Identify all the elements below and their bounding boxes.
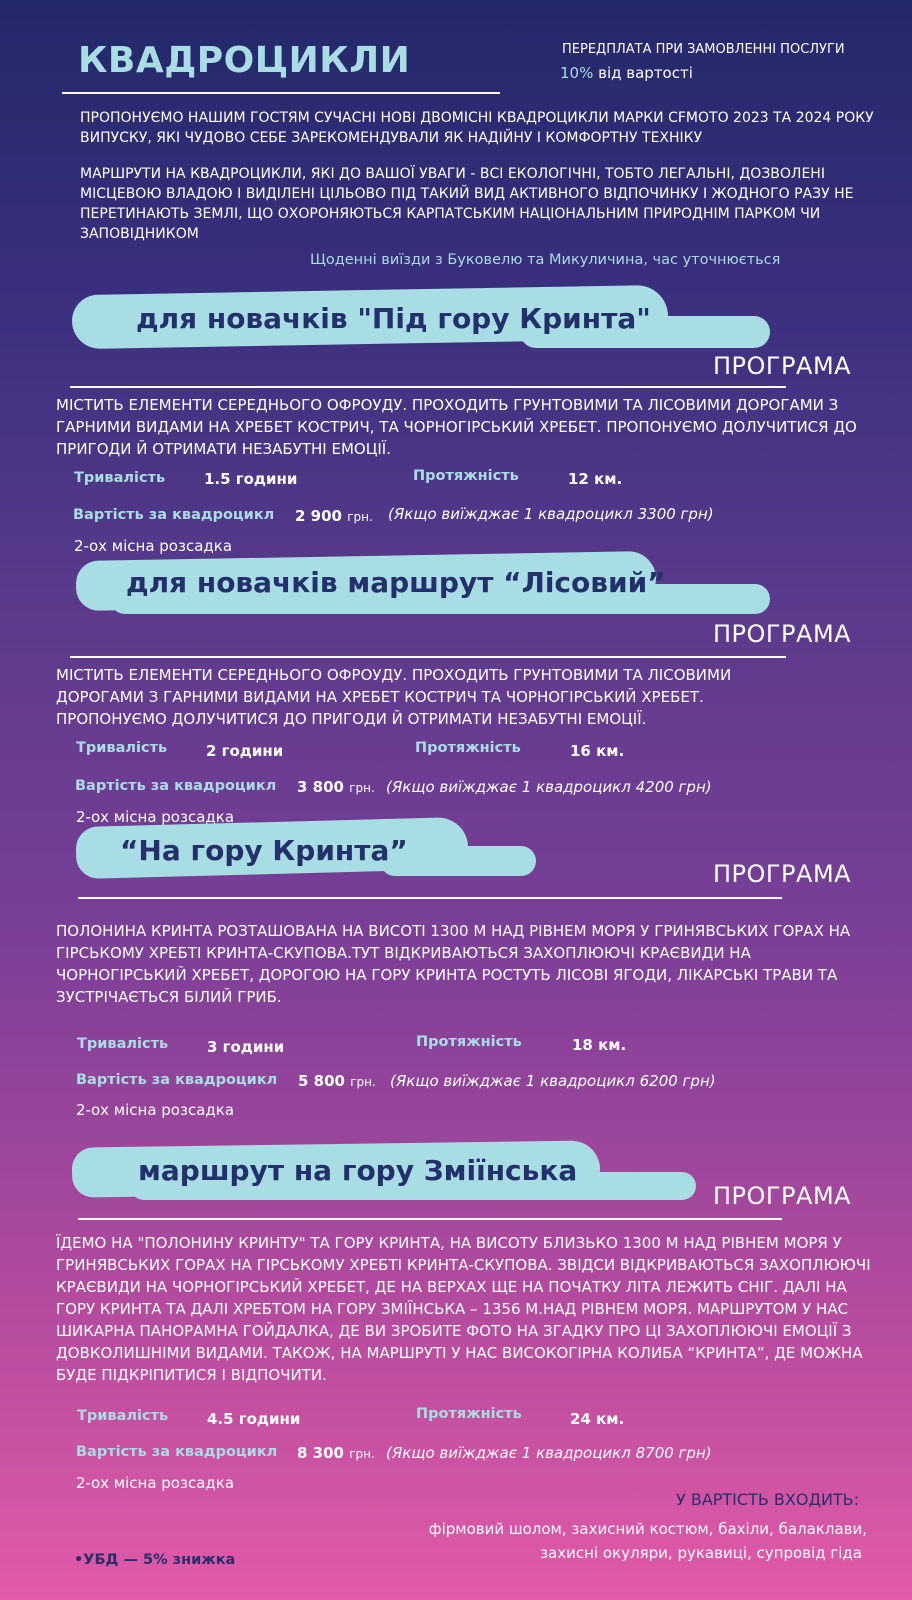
route-title: маршрут на гору Зміїнська (138, 1154, 578, 1187)
duration-value: 3 години (207, 1038, 285, 1056)
section-divider (78, 897, 782, 899)
program-label: ПРОГРАМА (713, 860, 852, 888)
duration-label: Тривалість (77, 1036, 169, 1052)
price-value (297, 1444, 375, 1462)
currency: грн. (350, 1075, 376, 1089)
seating-note: 2-ох місна розсадка (74, 537, 233, 555)
seating-note: 2-ох місна розсадка (76, 808, 235, 826)
route-title: “На гору Кринта” (120, 834, 408, 867)
single-quad-note: (Якщо виїжджає 1 квадроцикл 8700 грн) (386, 1444, 712, 1462)
price-amount: 2 900 (295, 507, 342, 525)
intro-paragraph-2: МАРШРУТИ НА КВАДРОЦИКЛИ, ЯКІ ДО ВАШОЇ УВАГИ - ВСІ ЕКОЛОГІЧНІ, ТОБТО ЛЕГАЛЬНІ, ДОЗВОЛЕНІ МІСЦЕВОЮ ВЛАДОЮ І ВИДІЛЕНІ ЦІЛЬОВО ПІД ТАКИЙ ВИД АКТИВНОГО ВІДПОЧИНКУ І ЖОДНОГО РАЗУ НЕ ПЕРЕТИНАЮТЬ ЗЕМЛІ, ЩО ОХОРОНЯЮТЬСЯ КАРПАТСЬКИМ НАЦІОНАЛЬНИМ ПРИРОДНІМ ПАРКОМ ЧИ ЗАПОВІДНИКОМ (80, 166, 854, 242)
program-label: ПРОГРАМА (713, 352, 852, 380)
single-quad-note: (Якщо виїжджає 1 квадроцикл 4200 грн) (386, 778, 712, 796)
price-label: Вартість за квадроцикл (76, 1444, 278, 1460)
program-label: ПРОГРАМА (713, 1182, 852, 1210)
seating-note: 2-ох місна розсадка (76, 1474, 235, 1492)
distance-label: Протяжність (416, 1034, 522, 1050)
single-quad-note: (Якщо виїжджає 1 квадроцикл 3300 грн) (388, 505, 714, 523)
veteran-discount: •УБД — 5% знижка (74, 1552, 236, 1568)
included-line-2: захисні окуляри, рукавиці, супровід гіда (540, 1544, 862, 1562)
duration-label: Тривалість (77, 1408, 169, 1424)
distance-value: 24 км. (570, 1410, 625, 1428)
single-quad-note: (Якщо виїжджає 1 квадроцикл 6200 грн) (390, 1072, 716, 1090)
price-value (298, 1072, 376, 1090)
currency: грн. (347, 510, 373, 524)
prepay-rest: від вартості (593, 64, 693, 82)
price-value (295, 507, 373, 525)
program-label: ПРОГРАМА (713, 620, 852, 648)
currency: грн. (349, 1447, 375, 1461)
section-divider (78, 1218, 782, 1220)
price-value (297, 778, 375, 796)
prepay-percent-line (560, 64, 693, 82)
price-label: Вартість за квадроцикл (76, 1072, 278, 1088)
section-divider (70, 386, 786, 388)
duration-value: 2 години (206, 742, 284, 760)
distance-label: Протяжність (416, 1406, 522, 1422)
duration-label: Тривалість (74, 470, 166, 486)
distance-value: 16 км. (570, 742, 625, 760)
route-description: МІСТИТЬ ЕЛЕМЕНТИ СЕРЕДНЬОГО ОФРОУДУ. ПРОХОДИТЬ ГРУНТОВИМИ ТА ЛІСОВИМИ ДОРОГАМИ З ГАРНИМИ ВИДАМИ НА ХРЕБЕТ КОСТРИЧ ТА ЧОРНОГІРСЬКИЙ ХРЕБЕТ. ПРОПОНУЄМО ДОЛУЧИТИСЯ ДО ПРИГОДИ Й ОТРИМАТИ НЕЗАБУТНІ ЕМОЦІЇ. (56, 666, 732, 728)
duration-label: Тривалість (76, 740, 168, 756)
price-amount: 8 300 (297, 1444, 344, 1462)
title-divider (62, 92, 500, 94)
duration-value: 4.5 години (207, 1410, 301, 1428)
section-divider (70, 656, 786, 658)
included-title: У ВАРТІСТЬ ВХОДИТЬ: (676, 1490, 860, 1509)
price-label: Вартість за квадроцикл (73, 507, 275, 523)
seating-note: 2-ох місна розсадка (76, 1101, 235, 1119)
intro-paragraph-1: ПРОПОНУЄМО НАШИМ ГОСТЯМ СУЧАСНІ НОВІ ДВОМІСНІ КВАДРОЦИКЛИ МАРКИ CFMOTO 2023 ТА 2024 РОКУ ВИПУСКУ, ЯКІ ЧУДОВО СЕБЕ ЗАРЕКОМЕНДУВАЛИ ЯК НАДІЙНУ І КОМФОРТНУ ТЕХНІКУ (80, 110, 874, 146)
route-title: для новачків маршрут “Лісовий” (126, 566, 666, 599)
prepay-text: ПЕРЕДПЛАТА ПРИ ЗАМОВЛЕННІ ПОСЛУГИ (562, 42, 845, 57)
price-amount: 3 800 (297, 778, 344, 796)
distance-label: Протяжність (413, 468, 519, 484)
distance-value: 18 км. (572, 1036, 627, 1054)
route-description: МІСТИТЬ ЕЛЕМЕНТИ СЕРЕДНЬОГО ОФРОУДУ. ПРОХОДИТЬ ГРУНТОВИМИ ТА ЛІСОВИМИ ДОРОГАМИ З ГАРНИМИ ВИДАМИ НА ХРЕБЕТ КОСТРИЧ, ТА ЧОРНОГІРСЬКИЙ ХРЕБЕТ. ПРОПОНУЄМО ДОЛУЧИТИСЯ ДО ПРИГОДИ Й ОТРИМАТИ НЕЗАБУТНІ ЕМОЦІЇ. (56, 396, 857, 458)
currency: грн. (349, 781, 375, 795)
prepay-percent: 10% (560, 64, 594, 82)
price-amount: 5 800 (298, 1072, 345, 1090)
included-line-1: фірмовий шолом, захисний костюм, бахіли, балаклави, (428, 1520, 867, 1538)
route-description: ЇДЕМО НА "ПОЛОНИНУ КРИНТУ" ТА ГОРУ КРИНТА, НА ВИСОТУ БЛИЗЬКО 1300 М НАД РІВНЕМ МОРЯ У ГРИНЯВСЬКИХ ГОРАХ НА ГІРСЬКОМУ ХРЕБТІ КРИНТА-СКУПОВА. ЗВІДСИ ВІДКРИВАЮТЬСЯ ЗАХОПЛЮЮЧІ КРАЄВИДИ НА ЧОРНОГІРСЬКИЙ ХРЕБЕТ, ДЕ НА ВЕРХАХ ЩЕ НА ПОЧАТКУ ЛІТА ЛЕЖИТЬ СНІГ. ДАЛІ НА ГОРУ КРИНТА ТА ДАЛІ ХРЕБТОМ НА ГОРУ ЗМІЇНСЬКА – 1356 М.НАД РІВНЕМ МОРЯ. МАРШРУТОМ У НАС ШИКАРНА ПАНОРАМНА ГОЙДАЛКА, ДЕ ВИ ЗРОБИТЕ ФОТО НА ЗГАДКУ ПРО ЦІ ЗАХОПЛЮЮЧІ ЕМОЦІЇ З ДОВКОЛИШНІМИ ВИДАМИ. ТАКОЖ, НА МАРШРУТІ У НАС ВИСОКОГІРНА КОЛИБА “КРИНТА”, ДЕ МОЖНА БУДЕ ПІДКРІПИТИСЯ І ВІДПОЧИТИ. (56, 1234, 871, 1384)
route-description: ПОЛОНИНА КРИНТА РОЗТАШОВАНА НА ВИСОТІ 1300 М НАД РІВНЕМ МОРЯ У ГРИНЯВСЬКИХ ГОРАХ НА ГІРСЬКОМУ ХРЕБТІ КРИНТА-СКУПОВА.ТУТ ВІДКРИВАЮТЬСЯ ЗАХОПЛЮЮЧІ КРАЄВИДИ НА ЧОРНОГІРСЬКИЙ ХРЕБЕТ, ДОРОГОЮ НА ГОРУ КРИНТА РОСТУТЬ ЛІСОВІ ЯГОДИ, ЛІКАРСЬКІ ТРАВИ ТА ЗУСТРІЧАЄТЬСЯ БІЛИЙ ГРИБ. (56, 922, 851, 1006)
page-title: КВАДРОЦИКЛИ (78, 40, 411, 81)
distance-value: 12 км. (568, 470, 623, 488)
daily-departures: Щоденні виїзди з Буковелю та Микуличина, час уточнюється (310, 252, 781, 268)
distance-label: Протяжність (415, 740, 521, 756)
price-label: Вартість за квадроцикл (75, 778, 277, 794)
duration-value: 1.5 години (204, 470, 298, 488)
route-title: для новачків "Під гору Кринта" (136, 302, 651, 335)
